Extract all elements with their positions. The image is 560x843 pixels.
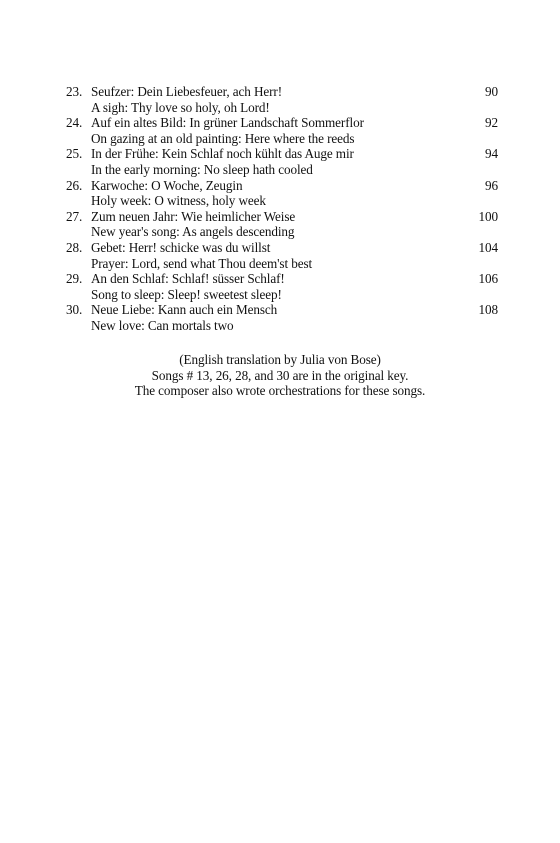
song-title-german: In der Frühe: Kein Schlaf noch kühlt das Auge mir <box>91 146 354 162</box>
song-title-english: Prayer: Lord, send what Thou deem'st best <box>91 255 313 271</box>
song-titles <box>91 271 456 302</box>
orchestration-note: The composer also wrote orchestrations for these songs. <box>134 383 426 399</box>
song-number: 30. <box>66 302 83 318</box>
song-number: 27. <box>66 208 83 224</box>
song-title-english: New love: Can mortals two <box>91 317 234 333</box>
table-of-contents <box>66 84 498 334</box>
page-number: 94 <box>485 146 498 162</box>
song-number: 28. <box>66 239 83 255</box>
song-titles <box>91 209 456 240</box>
translation-credit: (English translation by Julia von Bose) <box>179 352 381 367</box>
song-titles <box>91 115 456 146</box>
song-title-english: Song to sleep: Sleep! sweetest sleep! <box>91 286 282 302</box>
song-title-german: Gebet: Herr! schicke was du willst <box>91 239 271 255</box>
song-number: 29. <box>66 271 83 287</box>
song-title-german: Neue Liebe: Kann auch ein Mensch <box>91 302 278 318</box>
toc-entry <box>66 271 498 302</box>
page-number: 100 <box>478 208 498 224</box>
toc-entry <box>66 209 498 240</box>
song-titles <box>91 84 456 115</box>
song-title-german: Auf ein altes Bild: In grüner Landschaft Sommerflor <box>91 115 364 131</box>
song-title-german: Zum neuen Jahr: Wie heimlicher Weise <box>91 208 296 224</box>
song-title-german: An den Schlaf: Schlaf! süsser Schlaf! <box>91 271 285 287</box>
toc-entry <box>66 146 498 177</box>
page-number: 90 <box>485 84 498 99</box>
song-titles <box>91 146 456 177</box>
song-number: 25. <box>66 146 83 162</box>
edition-notes <box>0 352 560 399</box>
song-number: 26. <box>66 177 83 193</box>
original-key-note: Songs # 13, 26, 28, and 30 are in the original key. <box>151 367 409 383</box>
toc-entry <box>66 302 498 333</box>
page-number: 96 <box>485 177 498 193</box>
song-title-german: Seufzer: Dein Liebesfeuer, ach Herr! <box>91 84 283 99</box>
song-titles <box>91 302 456 333</box>
page-number: 92 <box>485 115 498 131</box>
page-number: 108 <box>478 302 498 318</box>
song-title-english: In the early morning: No sleep hath cooled <box>91 161 313 177</box>
toc-entry <box>66 84 498 115</box>
song-number: 24. <box>66 115 83 131</box>
toc-entry <box>66 240 498 271</box>
toc-entry <box>66 178 498 209</box>
song-title-english: A sigh: Thy love so holy, oh Lord! <box>91 99 270 115</box>
song-title-english: New year's song: As angels descending <box>91 224 295 240</box>
song-titles <box>91 240 456 271</box>
page-number: 106 <box>478 271 498 287</box>
song-title-english: On gazing at an old painting: Here where the reeds <box>91 130 355 146</box>
page-number: 104 <box>478 239 498 255</box>
song-number: 23. <box>66 84 83 99</box>
toc-entry <box>66 115 498 146</box>
song-titles <box>91 178 456 209</box>
song-title-english: Holy week: O witness, holy week <box>91 193 266 209</box>
song-title-german: Karwoche: O Woche, Zeugin <box>91 177 243 193</box>
